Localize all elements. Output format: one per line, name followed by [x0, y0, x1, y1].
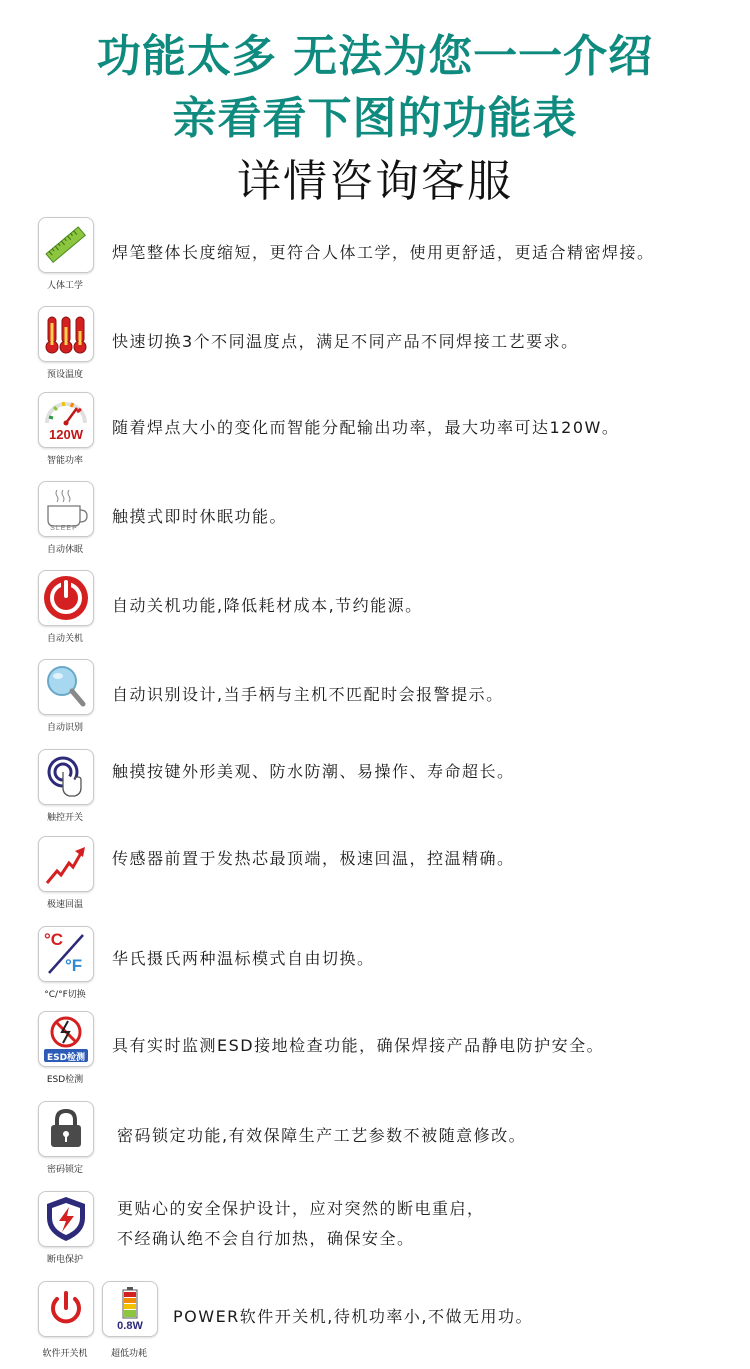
feature-caption: 断电保护 [46, 1255, 83, 1265]
feature-row-temperature-unit [0, 926, 750, 1006]
feature-caption: 软件开关机 [42, 1349, 88, 1359]
feature-description: 华氏摄氏两种温标模式自由切换。 [112, 949, 375, 968]
feature-icon-box [38, 836, 94, 892]
feature-description: 传感器前置于发热芯最顶端，极速回温，控温精确。 [112, 849, 515, 868]
thermometer-icon [39, 307, 93, 361]
feature-description: 快速切换3个不同温度点，满足不同产品不同焊接工艺要求。 [112, 332, 579, 351]
power-button-icon [39, 1282, 93, 1336]
power-badge: 120W [49, 427, 83, 442]
lock-icon [39, 1102, 93, 1156]
feature-description-line-2: 不经确认绝不会自行加热，确保安全。 [117, 1229, 415, 1248]
feature-row-power-failure-protection [0, 1191, 750, 1271]
trend-up-icon [39, 837, 93, 891]
feature-row-software-power [0, 1281, 750, 1369]
feature-caption: °C/°F切换 [44, 990, 86, 1000]
feature-description: 密码锁定功能,有效保障生产工艺参数不被随意修改。 [117, 1126, 527, 1145]
shield-icon [39, 1192, 93, 1246]
feature-row-ergonomics [0, 217, 750, 297]
feature-caption: ESD检测 [46, 1075, 84, 1085]
feature-icon-box [38, 1281, 94, 1337]
feature-icon-box [38, 570, 94, 626]
fahrenheit-label: °F [65, 956, 83, 975]
battery-label: 0.8W [117, 1320, 143, 1332]
feature-row-fast-recovery [0, 836, 750, 916]
feature-caption: 密码锁定 [46, 1165, 83, 1175]
feature-icon-box [38, 1011, 94, 1067]
feature-row-smart-power [0, 392, 750, 472]
feature-caption: 极速回温 [46, 900, 83, 910]
celsius-label: °C [44, 930, 64, 949]
feature-icon-box [38, 1191, 94, 1247]
feature-description: 自动关机功能,降低耗材成本,节约能源。 [112, 596, 423, 615]
feature-icon-box [38, 926, 94, 982]
header-line-2: 亲看看下图的功能表 [172, 93, 578, 144]
header-line-1: 功能太多 无法为您一一介绍 [96, 31, 654, 82]
feature-description: 自动识别设计,当手柄与主机不匹配时会报警提示。 [112, 685, 504, 704]
feature-caption: 超低功耗 [110, 1349, 147, 1359]
feature-caption: 智能功率 [46, 456, 83, 466]
feature-description: 触摸式即时休眠功能。 [112, 507, 288, 526]
header [0, 0, 750, 215]
feature-row-password-lock [0, 1101, 750, 1181]
feature-description: POWER软件开关机,待机功率小,不做无用功。 [173, 1307, 533, 1326]
feature-row-touch-switch [0, 749, 750, 829]
feature-row-esd [0, 1011, 750, 1091]
feature-icon-box [38, 659, 94, 715]
feature-description-line-1: 更贴心的安全保护设计，应对突然的断电重启， [117, 1199, 485, 1218]
feature-caption: 自动休眠 [46, 545, 83, 555]
magnifier-icon [39, 660, 93, 714]
feature-caption: 预设温度 [46, 370, 83, 380]
feature-icon-box [102, 1281, 158, 1337]
feature-caption: 人体工学 [46, 281, 83, 291]
feature-caption: 自动关机 [46, 634, 83, 644]
feature-icon-box [38, 217, 94, 273]
feature-icon-box [38, 306, 94, 362]
feature-row-auto-shutdown [0, 570, 750, 650]
feature-row-auto-recognition [0, 659, 750, 739]
ruler-icon [39, 218, 93, 272]
feature-caption: 自动识别 [46, 723, 83, 733]
feature-caption: 触控开关 [46, 813, 83, 823]
feature-icon-box [38, 749, 94, 805]
feature-row-preset-temperature [0, 306, 750, 386]
touch-icon [39, 750, 93, 804]
feature-description: 随着焊点大小的变化而智能分配输出功率，最大功率可达120W。 [112, 418, 620, 437]
feature-icon-box [38, 481, 94, 537]
header-line-3: 详情咨询客服 [237, 156, 513, 207]
feature-icon-box [38, 1101, 94, 1157]
power-off-icon [39, 571, 93, 625]
feature-icon-box [38, 392, 94, 448]
sleep-badge: SLEEP [50, 525, 78, 532]
feature-description: 具有实时监测ESD接地检查功能，确保焊接产品静电防护安全。 [112, 1036, 605, 1055]
esd-badge: ESD检测 [46, 1053, 86, 1063]
feature-row-auto-sleep [0, 481, 750, 561]
feature-description: 触摸按键外形美观、防水防潮、易操作、寿命超长。 [112, 762, 515, 781]
feature-description: 焊笔整体长度缩短，更符合人体工学，使用更舒适，更适合精密焊接。 [112, 243, 655, 262]
